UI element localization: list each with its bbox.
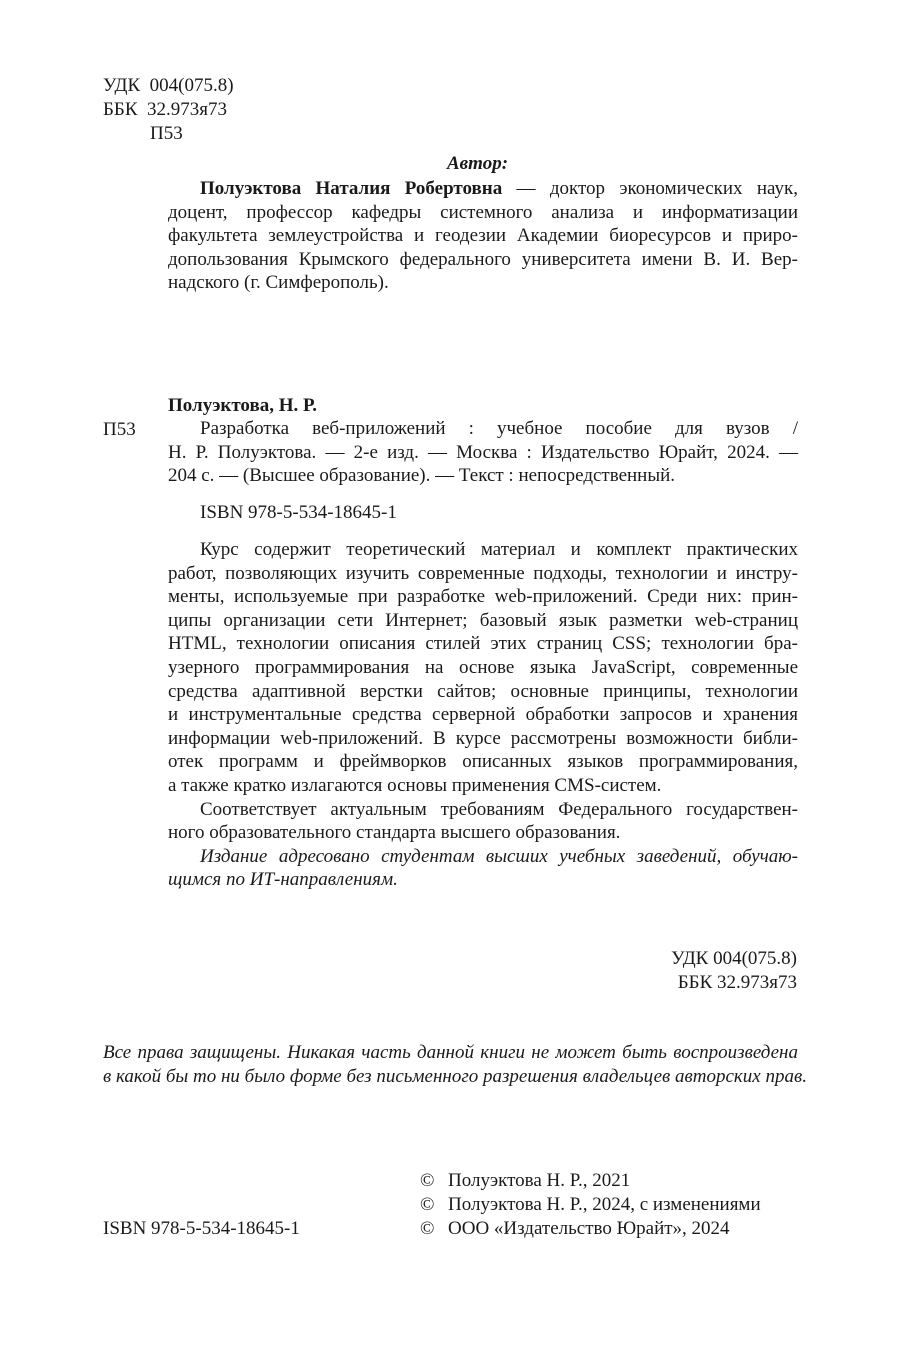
author-name: Полуэктова Наталия Робертовна — [200, 178, 503, 199]
bbk-bottom: ББК 32.973я73 — [677, 972, 797, 993]
copyright-symbol: © — [420, 1194, 435, 1215]
copyright-symbol: © — [420, 1218, 435, 1239]
standard-line: ного образовательного стандарта высшего образования. — [168, 822, 621, 844]
bbk-value: 32.973я73 — [147, 99, 227, 120]
author-bio-line: доцент, профессор кафедры системного анализа и информатизации — [168, 201, 798, 223]
author-mark-top: П53 — [150, 123, 183, 144]
bbk-label: ББК — [103, 99, 138, 120]
copyright-symbol: © — [420, 1170, 435, 1191]
audience-line: щимся по ИТ-направлениям. — [168, 869, 398, 891]
author-bio-line: допользования Крымского федерального университета имени В. И. Вер- — [168, 248, 798, 270]
udk-top — [103, 74, 234, 97]
rights-line: Все права защищены. Никакая часть данной книги не может быть воспроизведена — [103, 1042, 798, 1063]
copyright-item: Полуэктова Н. Р., 2021 — [448, 1170, 631, 1191]
copyright-item: ООО «Издательство Юрайт», 2024 — [448, 1218, 730, 1239]
annotation-line: а также кратко излагаются основы применения CMS-систем. — [168, 774, 662, 796]
udk-bottom: УДК 004(075.8) — [671, 948, 797, 969]
author-bio-line: факультета землеустройства и геодезии Академии биоресурсов и приро- — [168, 225, 798, 247]
catalog-heading: Полуэктова, Н. Р. — [168, 395, 317, 416]
standard-line: Соответствует актуальным требованиям Федерального государствен- — [200, 798, 798, 820]
annotation-line: ципы организации сети Интернет; базовый язык разметки web-страниц — [168, 609, 798, 631]
author-heading: Автор: — [447, 153, 509, 174]
annotation-line: средства адаптивной верстки сайтов; основные принципы, технологии — [168, 680, 798, 702]
copyright-isbn: ISBN 978-5-534-18645-1 — [103, 1218, 300, 1239]
annotation-line: отек программ и фреймворков описанных языков программирования, — [168, 751, 798, 773]
author-bio-line: Полуэктова Наталия Робертовна — доктор экономических наук, — [200, 178, 798, 199]
bbk-top — [103, 98, 227, 121]
annotation-line: и инструментальные средства серверной обработки запросов и хранения — [168, 704, 798, 726]
audience-line: Издание адресовано студентам высших учебных заведений, обучаю- — [200, 845, 798, 867]
annotation-line: работ, позволяющих изучить современные подходы, технологии и инстру- — [168, 562, 798, 584]
copyright-item: Полуэктова Н. Р., 2024, с изменениями — [448, 1194, 761, 1215]
rights-line: в какой бы то ни было форме без письменного разрешения владельцев авторских прав. — [103, 1065, 807, 1087]
annotation-line: Курс содержит теоретический материал и комплект практических — [200, 539, 798, 560]
rights-notice — [103, 1041, 807, 1088]
catalog-isbn: ISBN 978-5-534-18645-1 — [200, 502, 397, 523]
annotation-line: узерного программирования на основе языка JavaScript, современные — [168, 656, 798, 678]
author-bio-line: надского (г. Симферополь). — [168, 272, 389, 294]
udk-label: УДК — [103, 75, 141, 96]
catalog-line: Разработка веб-приложений : учебное пособие для вузов / — [200, 418, 798, 439]
annotation-line: информации web-приложений. В курсе рассмотрены возможности библи- — [168, 727, 798, 749]
annotation — [168, 538, 798, 892]
udk-value: 004(075.8) — [149, 75, 234, 96]
catalog-mark: П53 — [103, 419, 136, 440]
annotation-line: менты, используемые при разработке web-приложений. Среди них: прин- — [168, 586, 798, 608]
annotation-line: HTML, технологии описания стилей этих страниц CSS; технологии бра- — [168, 633, 798, 655]
author-bio — [168, 177, 798, 295]
catalog-line: 204 с. — (Высшее образование). — Текст : непосредственный. — [168, 465, 676, 487]
catalog-description — [168, 417, 798, 488]
catalog-line: Н. Р. Полуэктова. — 2-е изд. — Москва : Издательство Юрайт, 2024. — — [168, 441, 798, 463]
